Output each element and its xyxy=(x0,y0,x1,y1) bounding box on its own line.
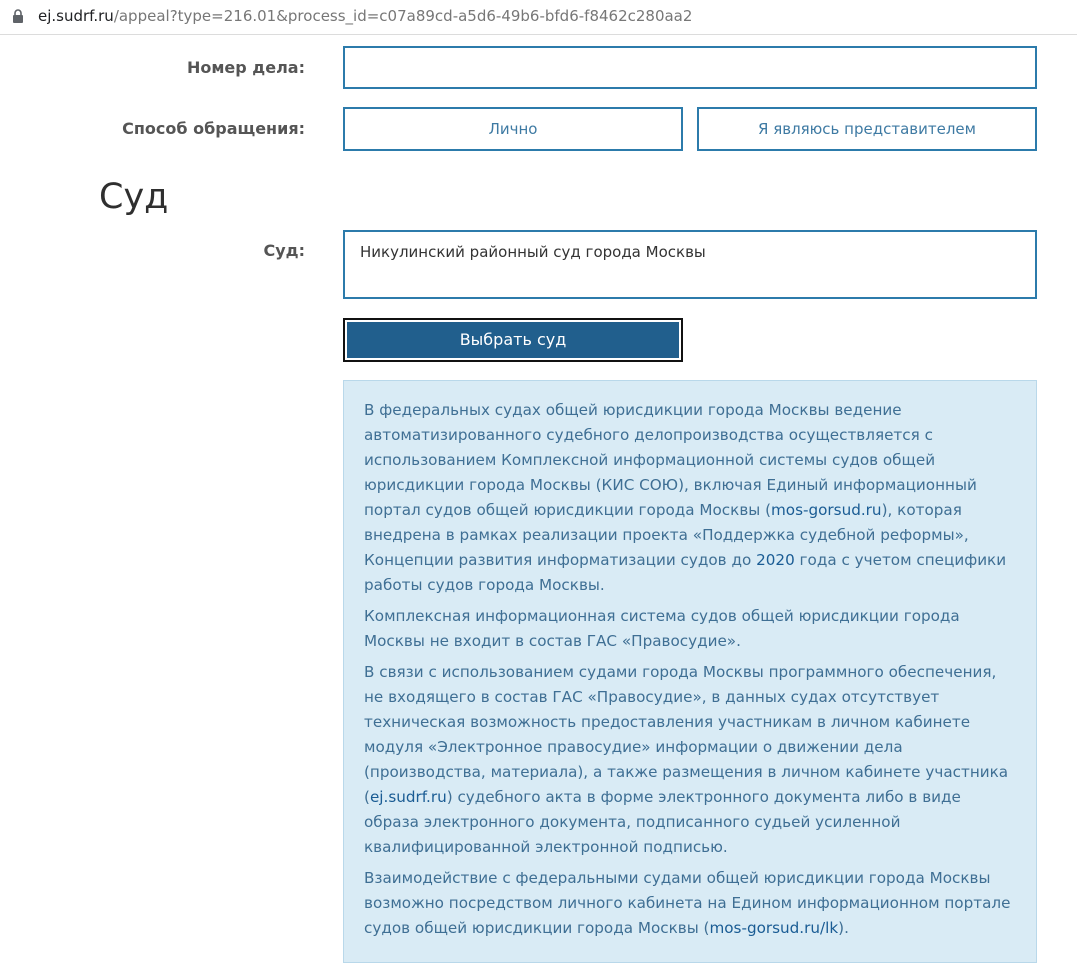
url-text[interactable] xyxy=(38,7,692,25)
court-label: Суд: xyxy=(263,241,305,260)
mos-gorsud-lk-link[interactable]: mos-gorsud.ru/lk xyxy=(709,919,839,937)
info-paragraph-1: В федеральных судах общей юрисдикции города Москвы ведение автоматизированного судебного делопроизводства осуществляется с использованием Комплексной информационной системы судов общей юрисдикции города Москвы (КИС СОЮ), включая Единый информационный портал судов общей юрисдикции города Москвы (mos-gorsud.ru), которая внедрена в рамках реализации проекта «Поддержка судебной реформы», Концепции развития информатизации судов до 2020 года с учетом специфики работы судов города Москвы. xyxy=(364,401,1007,594)
court-value: Никулинский районный суд города Москвы xyxy=(360,243,706,261)
info-paragraph-4: Взаимодействие с федеральными судами общей юрисдикции города Москвы возможно посредством личного кабинета на Едином информационном портале судов общей юрисдикции города Москвы (mos-gorsud.ru/lk). xyxy=(364,869,1011,937)
case-number-label: Номер дела: xyxy=(186,58,305,77)
ej-sudrf-link[interactable]: ej.sudrf.ru xyxy=(369,788,447,806)
select-court-button[interactable]: Выбрать суд xyxy=(343,318,683,362)
appeal-method-label: Способ обращения: xyxy=(122,119,305,138)
lock-icon xyxy=(12,9,24,23)
browser-address-bar[interactable] xyxy=(0,0,1077,35)
info-paragraph-3: В связи с использованием судами города Москвы программного обеспечения, не входящего в состав ГАС «Правосудие», в данных судах отсутствует техническая возможность предоставления участникам в личном кабинете модуля «Электронное правосудие» информации о движении дела (производства, материала), а также размещения в личном кабинете участника (ej.sudrf.ru) судебного акта в форме электронного документа либо в виде образа электронного документа, подписанного судьей усиленной квалифицированной электронной подписью. xyxy=(364,663,1009,856)
url-domain: ej.sudrf.ru xyxy=(38,7,114,25)
info-panel xyxy=(343,380,1037,963)
url-path: /appeal?type=216.01&process_id=c07a89cd-a5d6-49b6-bfd6-f8462c280aa2 xyxy=(113,7,693,25)
option-personal-button[interactable]: Лично xyxy=(343,107,683,151)
mos-gorsud-link[interactable]: mos-gorsud.ru xyxy=(771,501,882,519)
case-number-input[interactable] xyxy=(343,46,1037,89)
option-representative-button[interactable]: Я являюсь представителем xyxy=(697,107,1037,151)
court-field[interactable] xyxy=(343,230,1037,299)
info-paragraph-2: Комплексная информационная система судов общей юрисдикции города Москвы не входит в состав ГАС «Правосудие». xyxy=(364,607,960,650)
year-highlight: 2020 xyxy=(756,551,795,569)
section-title-court: Суд xyxy=(99,177,169,217)
